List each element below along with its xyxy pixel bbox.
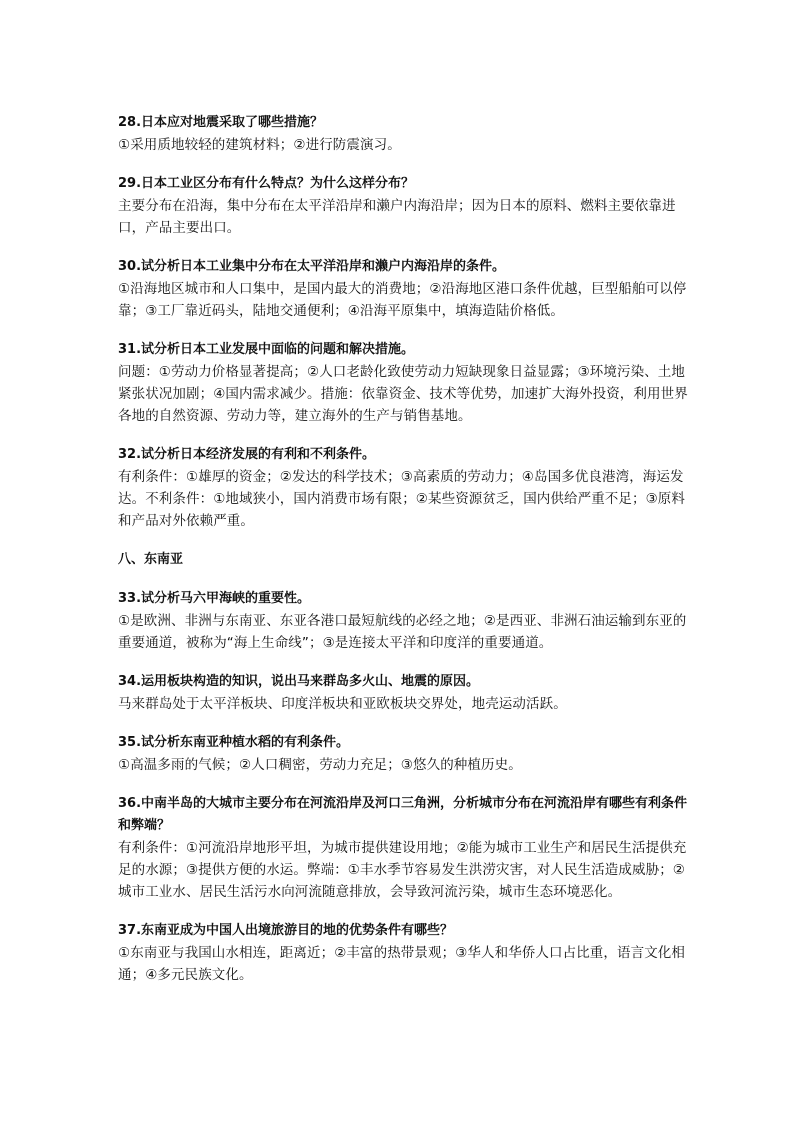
question-answer: 马来群岛处于太平洋板块、印度洋板块和亚欧板块交界处，地壳运动活跃。 <box>118 696 567 712</box>
document-page <box>118 112 688 1003</box>
question-answer: 主要分布在沿海，集中分布在太平洋沿岸和濑户内海沿岸；因为日本的原料、燃料主要依靠进口，产品主要出口。 <box>118 198 676 236</box>
question-28 <box>118 112 688 156</box>
question-32 <box>118 444 688 532</box>
question-30 <box>118 256 688 322</box>
question-title: 29.日本工业区分布有什么特点？为什么这样分布？ <box>118 176 415 191</box>
question-35 <box>118 732 688 776</box>
question-34 <box>118 671 688 715</box>
question-title: 30.试分析日本工业集中分布在太平洋沿岸和濑户内海沿岸的条件。 <box>118 259 506 274</box>
question-29 <box>118 173 688 239</box>
question-36 <box>118 793 688 903</box>
question-answer: ①是欧洲、非洲与东南亚、东亚各港口最短航线的必经之地；②是西亚、非洲石油运输到东亚的重要通道，被称为“海上生命线”；③是连接太平洋和印度洋的重要通道。 <box>118 613 687 651</box>
question-title: 34.运用板块构造的知识，说出马来群岛多火山、地震的原因。 <box>118 674 480 689</box>
question-title: 36.中南半岛的大城市主要分布在河流沿岸及河口三角洲，分析城市分布在河流沿岸有哪些有利条件和弊端？ <box>118 796 688 833</box>
question-answer: 问题：①劳动力价格显著提高；②人口老龄化致使劳动力短缺现象日益显露；③环境污染、土地紧张状况加剧；④国内需求减少。措施：依靠资金、技术等优势，加速扩大海外投资，利用世界各地的自然资源、劳动力等，建立海外的生产与销售基地。 <box>118 364 688 424</box>
question-title: 31.试分析日本工业发展中面临的问题和解决措施。 <box>118 342 415 357</box>
question-answer: 有利条件：①雄厚的资金；②发达的科学技术；③高素质的劳动力；④岛国多优良港湾，海运发达。不利条件：①地域狭小，国内消费市场有限；②某些资源贫乏，国内供给严重不足；③原料和产品对外依赖严重。 <box>118 469 686 529</box>
question-title: 33.试分析马六甲海峡的重要性。 <box>118 591 311 606</box>
question-title: 28.日本应对地震采取了哪些措施？ <box>118 115 324 130</box>
question-title: 35.试分析东南亚种植水稻的有利条件。 <box>118 735 350 750</box>
question-title: 37.东南亚成为中国人出境旅游目的地的优势条件有哪些？ <box>118 923 454 938</box>
question-answer: ①沿海地区城市和人口集中，是国内最大的消费地；②沿海地区港口条件优越，巨型船舶可以停靠；③工厂靠近码头，陆地交通便利；④沿海平原集中，填海造陆价格低。 <box>118 281 687 319</box>
question-answer: 有利条件：①河流沿岸地形平坦，为城市提供建设用地；②能为城市工业生产和居民生活提供充足的水源；③提供方便的水运。弊端：①丰水季节容易发生洪涝灾害，对人民生活造成威胁；②城市工业水、居民生活污水向河流随意排放，会导致河流污染，城市生态环境恶化。 <box>118 840 687 900</box>
question-answer: ①采用质地较轻的建筑材料；②进行防震演习。 <box>118 137 401 153</box>
question-37 <box>118 920 688 986</box>
question-31 <box>118 339 688 427</box>
question-title: 32.试分析日本经济发展的有利和不利条件。 <box>118 447 376 462</box>
question-answer: ①高温多雨的气候；②人口稠密，劳动力充足；③悠久的种植历史。 <box>118 757 522 773</box>
question-answer: ①东南亚与我国山水相连，距离近；②丰富的热带景观；③华人和华侨人口占比重，语言文化相通；④多元民族文化。 <box>118 945 686 983</box>
question-33 <box>118 588 688 654</box>
section-heading: 八、东南亚 <box>118 552 184 567</box>
